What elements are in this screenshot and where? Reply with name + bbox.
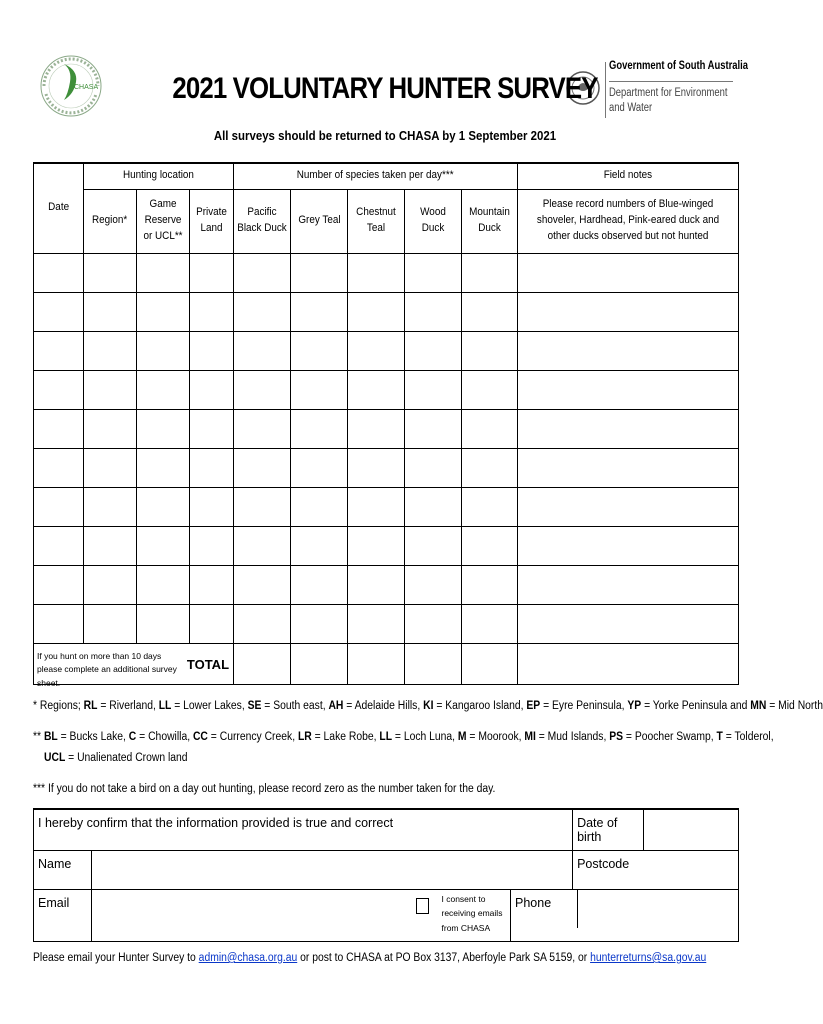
pacific-black-duck-cell[interactable] bbox=[234, 253, 291, 292]
date-of-birth-field[interactable] bbox=[644, 810, 739, 850]
date-cell[interactable] bbox=[34, 604, 84, 643]
code-definition: = Kangaroo Island, bbox=[433, 700, 527, 712]
date-cell[interactable] bbox=[34, 526, 84, 565]
hunting-location-header: Hunting location bbox=[84, 163, 234, 189]
grey-teal-cell[interactable] bbox=[291, 370, 348, 409]
page-subtitle: All surveys should be returned to CHASA by 1 September 2021 bbox=[213, 128, 557, 143]
date-cell[interactable] bbox=[34, 565, 84, 604]
pacific-black-duck-cell[interactable] bbox=[234, 292, 291, 331]
code-definition: = Eyre Peninsula, bbox=[540, 700, 628, 712]
date-of-birth-label: Date of birth bbox=[573, 810, 644, 850]
code-abbrev: KI bbox=[423, 700, 434, 712]
confirm-statement: I hereby confirm that the information provided is true and correct bbox=[34, 809, 573, 851]
field-notes-instruction: Please record numbers of Blue-winged shoveler, Hardhead, Pink-eared duck and other ducks observed but not hunted bbox=[518, 189, 739, 253]
code-definition: = Lake Robe, bbox=[311, 731, 380, 743]
field-notes-cell[interactable] bbox=[518, 370, 739, 409]
region-cell[interactable] bbox=[84, 409, 137, 448]
chestnut-teal-header: Chestnut Teal bbox=[348, 189, 405, 253]
mountain-duck-cell[interactable] bbox=[462, 409, 518, 448]
grey-teal-cell[interactable] bbox=[291, 292, 348, 331]
region-cell[interactable] bbox=[84, 526, 137, 565]
total-grey-teal[interactable] bbox=[291, 643, 348, 684]
region-cell[interactable] bbox=[84, 292, 137, 331]
code-definition: = Yorke Peninsula and bbox=[641, 700, 751, 712]
field-notes-cell[interactable] bbox=[518, 331, 739, 370]
total-wood-duck[interactable] bbox=[405, 643, 462, 684]
dept-line2: and Water bbox=[609, 102, 653, 114]
grey-teal-cell[interactable] bbox=[291, 448, 348, 487]
entry-row bbox=[34, 292, 739, 331]
mountain-duck-cell[interactable] bbox=[462, 331, 518, 370]
survey-table bbox=[33, 162, 739, 688]
regions-footnote: * Regions; RL = Riverland, LL = Lower Lakes, SE = South east, AH = Adelaide Hills, KI = Kangaroo Island, EP = Eyre Peninsula, YP = Yorke Peninsula and MN = Mid North bbox=[33, 700, 823, 712]
private-land-cell[interactable] bbox=[190, 409, 234, 448]
field-notes-cell[interactable] bbox=[518, 526, 739, 565]
mountain-duck-header: Mountain Duck bbox=[462, 189, 518, 253]
code-abbrev: LL bbox=[379, 731, 393, 743]
pacific-black-duck-header: Pacific Black Duck bbox=[234, 189, 291, 253]
chestnut-teal-cell[interactable] bbox=[348, 409, 405, 448]
region-cell[interactable] bbox=[84, 565, 137, 604]
pacific-black-duck-cell[interactable] bbox=[234, 526, 291, 565]
date-cell[interactable] bbox=[34, 370, 84, 409]
mountain-duck-cell[interactable] bbox=[462, 448, 518, 487]
phone-field[interactable] bbox=[578, 890, 739, 928]
pacific-black-duck-cell[interactable] bbox=[234, 604, 291, 643]
field-notes-cell[interactable] bbox=[518, 604, 739, 643]
grey-teal-cell[interactable] bbox=[291, 331, 348, 370]
code-abbrev: CC bbox=[192, 731, 208, 743]
game-reserve-cell[interactable] bbox=[137, 604, 190, 643]
wood-duck-cell[interactable] bbox=[405, 487, 462, 526]
grey-teal-cell[interactable] bbox=[291, 526, 348, 565]
code-definition: = Mid North bbox=[766, 700, 823, 712]
name-field[interactable] bbox=[92, 851, 573, 890]
gov-email-link[interactable]: hunterreturns@sa.gov.au bbox=[590, 952, 707, 964]
game-reserve-cell[interactable] bbox=[137, 526, 190, 565]
code-abbrev: EP bbox=[526, 700, 541, 712]
game-reserve-cell[interactable] bbox=[137, 331, 190, 370]
consent-checkbox[interactable] bbox=[416, 898, 429, 914]
grey-teal-cell[interactable] bbox=[291, 487, 348, 526]
postcode-label: Postcode bbox=[573, 851, 739, 890]
code-abbrev: LL bbox=[158, 700, 172, 712]
region-cell[interactable] bbox=[84, 487, 137, 526]
consent-label: I consent to receiving emails from CHASA bbox=[438, 890, 511, 942]
total-chestnut-teal[interactable] bbox=[348, 643, 405, 684]
code-definition: = Riverland, bbox=[97, 700, 159, 712]
entry-row bbox=[34, 526, 739, 565]
chasa-abbrev: CHASA bbox=[74, 84, 99, 91]
mountain-duck-cell[interactable] bbox=[462, 565, 518, 604]
code-abbrev: RL bbox=[83, 700, 98, 712]
chestnut-teal-cell[interactable] bbox=[348, 565, 405, 604]
mountain-duck-cell[interactable] bbox=[462, 370, 518, 409]
code-abbrev: PS bbox=[609, 731, 624, 743]
species-header: Number of species taken per day*** bbox=[234, 163, 518, 189]
code-abbrev: SE bbox=[247, 700, 262, 712]
grey-teal-cell[interactable] bbox=[291, 253, 348, 292]
code-definition: = Mud Islands, bbox=[535, 731, 610, 743]
field-notes-cell[interactable] bbox=[518, 487, 739, 526]
mountain-duck-cell[interactable] bbox=[462, 526, 518, 565]
entry-row bbox=[34, 370, 739, 409]
code-abbrev: M bbox=[457, 731, 467, 743]
chestnut-teal-cell[interactable] bbox=[348, 604, 405, 643]
entry-row bbox=[34, 409, 739, 448]
field-notes-cell[interactable] bbox=[518, 448, 739, 487]
entry-row bbox=[34, 253, 739, 292]
code-definition: = South east, bbox=[261, 700, 329, 712]
more-days-note: If you hunt on more than 10 days please complete an additional survey sheet. bbox=[37, 650, 177, 688]
dept-line1: Department for Environment bbox=[609, 87, 728, 99]
entry-row bbox=[34, 604, 739, 643]
code-abbrev: LR bbox=[297, 731, 312, 743]
total-label: TOTAL bbox=[186, 656, 230, 672]
entry-row bbox=[34, 487, 739, 526]
game-reserve-cell[interactable] bbox=[137, 565, 190, 604]
field-notes-cell[interactable] bbox=[518, 409, 739, 448]
private-land-cell[interactable] bbox=[190, 565, 234, 604]
code-definition: = Lower Lakes, bbox=[171, 700, 248, 712]
entry-row bbox=[34, 565, 739, 604]
entry-row bbox=[34, 448, 739, 487]
wood-duck-header: Wood Duck bbox=[405, 189, 462, 253]
game-reserve-cell[interactable] bbox=[137, 487, 190, 526]
private-land-cell[interactable] bbox=[190, 604, 234, 643]
game-reserve-header: Game Reserve or UCL** bbox=[137, 189, 190, 253]
chestnut-teal-cell[interactable] bbox=[348, 448, 405, 487]
total-pacific-black-duck[interactable] bbox=[234, 643, 291, 684]
wood-duck-cell[interactable] bbox=[405, 604, 462, 643]
field-notes-cell[interactable] bbox=[518, 292, 739, 331]
chestnut-teal-cell[interactable] bbox=[348, 292, 405, 331]
private-land-cell[interactable] bbox=[190, 448, 234, 487]
chestnut-teal-cell[interactable] bbox=[348, 253, 405, 292]
name-label: Name bbox=[34, 851, 92, 890]
code-definition: = Moorook, bbox=[466, 731, 525, 743]
pacific-black-duck-cell[interactable] bbox=[234, 565, 291, 604]
entry-row bbox=[34, 331, 739, 370]
region-cell[interactable] bbox=[84, 253, 137, 292]
code-definition: = Poocher Swamp, bbox=[623, 731, 717, 743]
wood-duck-cell[interactable] bbox=[405, 448, 462, 487]
private-land-cell[interactable] bbox=[190, 487, 234, 526]
date-cell[interactable] bbox=[34, 448, 84, 487]
game-reserve-cell[interactable] bbox=[137, 370, 190, 409]
pacific-black-duck-cell[interactable] bbox=[234, 370, 291, 409]
confirmation-table bbox=[33, 808, 739, 942]
pacific-black-duck-cell[interactable] bbox=[234, 487, 291, 526]
chestnut-teal-cell[interactable] bbox=[348, 526, 405, 565]
date-cell[interactable] bbox=[34, 292, 84, 331]
region-cell[interactable] bbox=[84, 448, 137, 487]
code-abbrev: MN bbox=[750, 700, 767, 712]
game-reserve-cell[interactable] bbox=[137, 448, 190, 487]
region-cell[interactable] bbox=[84, 604, 137, 643]
chestnut-teal-cell[interactable] bbox=[348, 370, 405, 409]
code-definition: = Loch Luna, bbox=[392, 731, 458, 743]
mountain-duck-cell[interactable] bbox=[462, 487, 518, 526]
email-field[interactable] bbox=[92, 890, 408, 942]
pacific-black-duck-cell[interactable] bbox=[234, 331, 291, 370]
ucl-footnote: ** BL = Bucks Lake, C = Chowilla, CC = Currency Creek, LR = Lake Robe, LL = Loch Luna, M = Moorook, MI = Mud Islands, PS = Poocher Swamp, T = Tolderol, bbox=[33, 731, 774, 743]
region-cell[interactable] bbox=[84, 331, 137, 370]
footer-instructions: Please email your Hunter Survey to admin@chasa.org.au or post to CHASA at PO Box 3137, Aberfoyle Park SA 5159, or hunterreturns@sa.gov.au bbox=[33, 952, 707, 964]
total-field-notes[interactable] bbox=[518, 643, 739, 684]
date-header: Date bbox=[34, 163, 84, 253]
wood-duck-cell[interactable] bbox=[405, 253, 462, 292]
phone-label: Phone bbox=[511, 890, 578, 928]
private-land-cell[interactable] bbox=[190, 370, 234, 409]
chestnut-teal-cell[interactable] bbox=[348, 331, 405, 370]
game-reserve-cell[interactable] bbox=[137, 409, 190, 448]
private-land-cell[interactable] bbox=[190, 526, 234, 565]
chasa-email-link[interactable]: admin@chasa.org.au bbox=[198, 952, 298, 964]
code-abbrev: C bbox=[128, 731, 137, 743]
field-notes-cell[interactable] bbox=[518, 253, 739, 292]
pacific-black-duck-cell[interactable] bbox=[234, 409, 291, 448]
grey-teal-cell[interactable] bbox=[291, 565, 348, 604]
pacific-black-duck-cell[interactable] bbox=[234, 448, 291, 487]
code-abbrev: T bbox=[716, 731, 723, 743]
wood-duck-cell[interactable] bbox=[405, 370, 462, 409]
game-reserve-cell[interactable] bbox=[137, 292, 190, 331]
field-notes-cell[interactable] bbox=[518, 565, 739, 604]
code-definition: = Bucks Lake, bbox=[57, 731, 129, 743]
ucl-definition: UCL = Unalienated Crown land bbox=[44, 752, 188, 764]
date-cell[interactable] bbox=[34, 253, 84, 292]
grey-teal-header: Grey Teal bbox=[291, 189, 348, 253]
chestnut-teal-cell[interactable] bbox=[348, 487, 405, 526]
code-abbrev: MI bbox=[524, 731, 536, 743]
private-land-cell[interactable] bbox=[190, 331, 234, 370]
code-definition: = Tolderol, bbox=[722, 731, 774, 743]
wood-duck-cell[interactable] bbox=[405, 565, 462, 604]
mountain-duck-cell[interactable] bbox=[462, 292, 518, 331]
game-reserve-cell[interactable] bbox=[137, 253, 190, 292]
code-definition: = Adelaide Hills, bbox=[343, 700, 424, 712]
region-header: Region* bbox=[84, 189, 137, 253]
grey-teal-cell[interactable] bbox=[291, 409, 348, 448]
field-notes-header: Field notes bbox=[518, 163, 739, 189]
zero-footnote: *** If you do not take a bird on a day out hunting, please record zero as the number taken for the day. bbox=[33, 783, 496, 795]
private-land-header: Private Land bbox=[190, 189, 234, 253]
date-cell[interactable] bbox=[34, 487, 84, 526]
private-land-cell[interactable] bbox=[190, 253, 234, 292]
total-label-cell bbox=[34, 643, 234, 688]
grey-teal-cell[interactable] bbox=[291, 604, 348, 643]
region-cell[interactable] bbox=[84, 370, 137, 409]
mountain-duck-cell[interactable] bbox=[462, 604, 518, 643]
date-cell[interactable] bbox=[34, 409, 84, 448]
code-abbrev: YP bbox=[627, 700, 642, 712]
code-abbrev: AH bbox=[328, 700, 344, 712]
gov-name: Government of South Australia bbox=[609, 60, 749, 72]
page-title: 2021 VOLUNTARY HUNTER SURVEY bbox=[172, 72, 598, 105]
total-mountain-duck[interactable] bbox=[462, 643, 518, 684]
email-label: Email bbox=[34, 890, 92, 942]
wood-duck-cell[interactable] bbox=[405, 409, 462, 448]
wood-duck-cell[interactable] bbox=[405, 292, 462, 331]
code-definition: = Chowilla, bbox=[136, 731, 193, 743]
wood-duck-cell[interactable] bbox=[405, 526, 462, 565]
wood-duck-cell[interactable] bbox=[405, 331, 462, 370]
code-definition: = Currency Creek, bbox=[207, 731, 298, 743]
mountain-duck-cell[interactable] bbox=[462, 253, 518, 292]
private-land-cell[interactable] bbox=[190, 292, 234, 331]
code-abbrev: BL bbox=[43, 731, 58, 743]
date-cell[interactable] bbox=[34, 331, 84, 370]
